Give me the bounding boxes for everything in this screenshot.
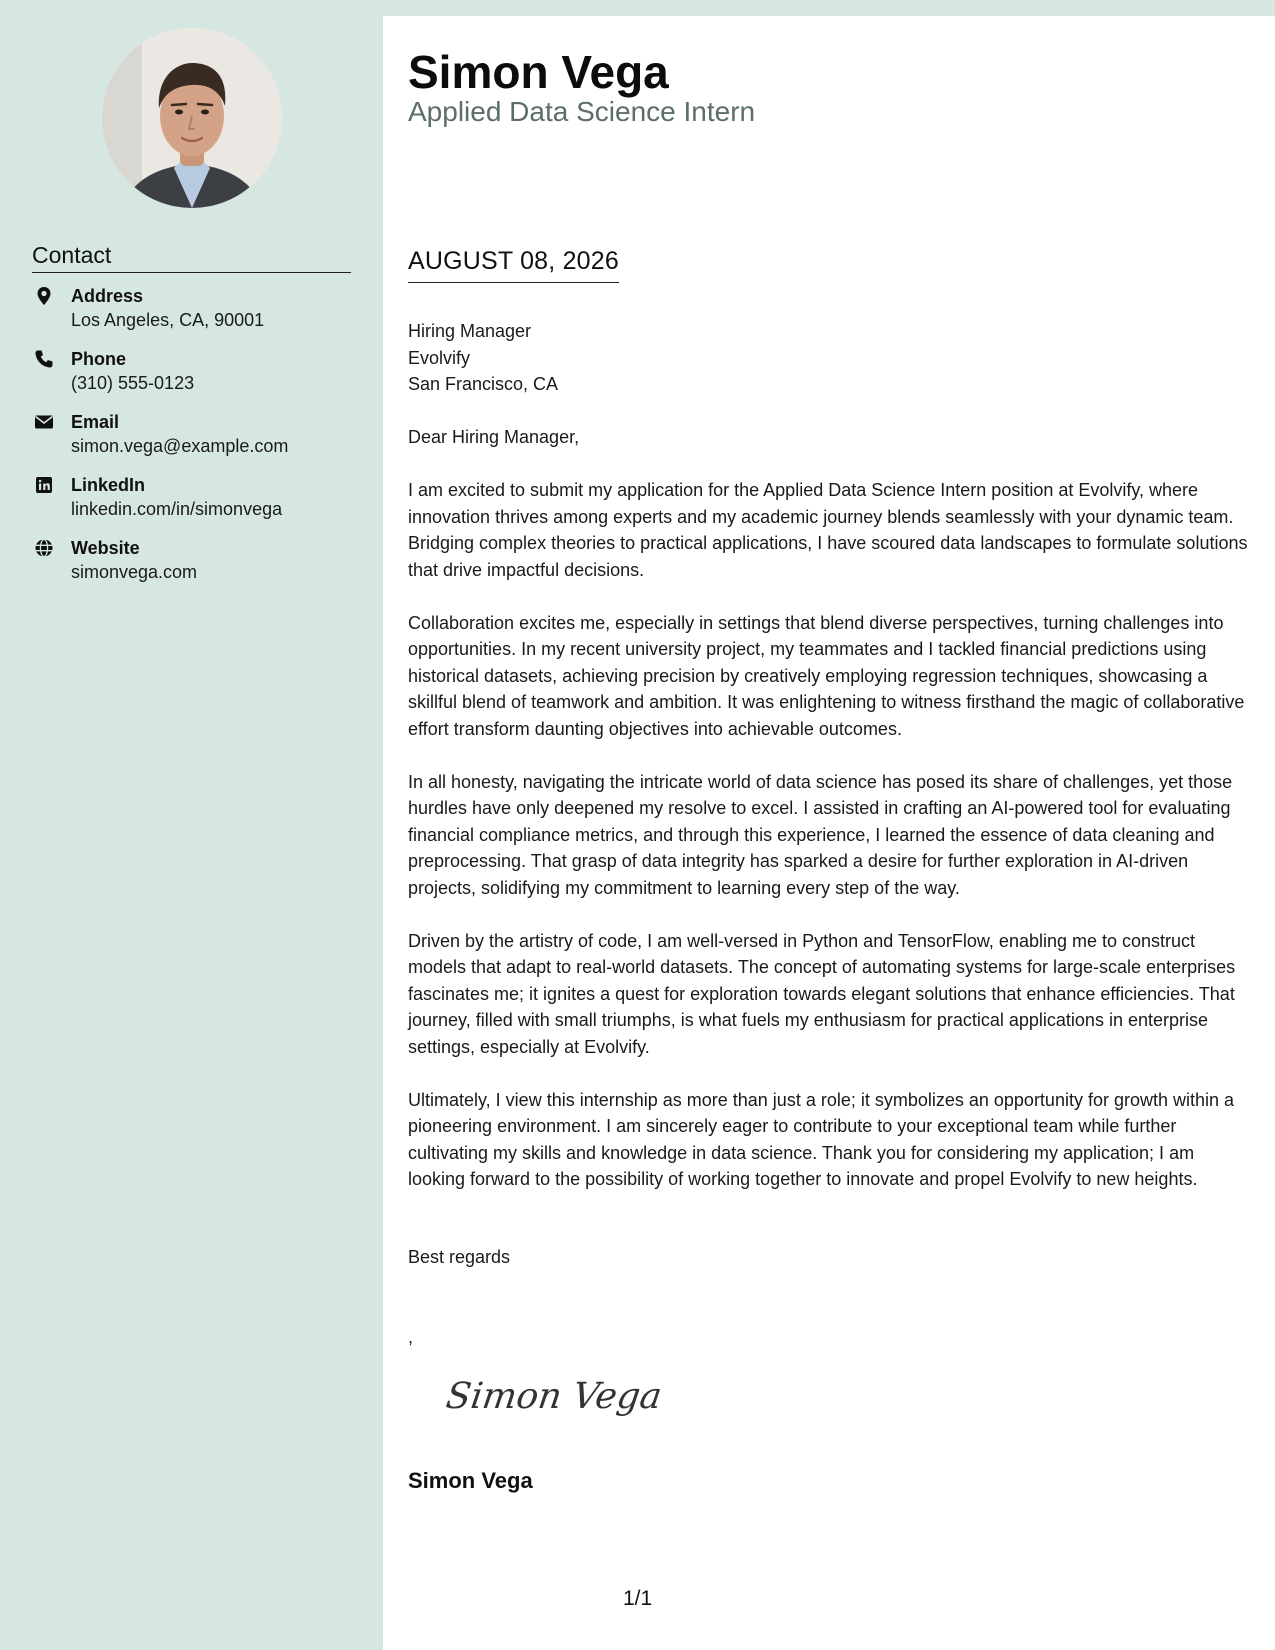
contact-label-linkedin: LinkedIn [71,475,146,495]
contact-item-phone [32,347,362,397]
closing-comma: , [408,1327,414,1347]
recipient-block [408,318,558,398]
salutation: Dear Hiring Manager, [408,427,580,447]
body-paragraph: Collaboration excites me, especially in settings that blend diverse perspectives, turning challenges into opportunities. In my recent university project, my teammates and I tackled financial predictions using historical datasets, achieving precision by creatively employing regression techniques, showcasing a skillful blend of teamwork and ambition. It was enlightening to witness firsthand the magic of collaborative effort transform daunting objectives into achievable outcomes. [408,612,1245,739]
applicant-role: Applied Data Science Intern [408,96,756,127]
contact-heading: Contact [32,240,351,273]
contact-label-website: Website [71,538,140,558]
contact-item-website [32,536,362,586]
letter-page [383,16,1275,1650]
contact-item-address [32,284,362,334]
body-paragraph: I am excited to submit my application for the Applied Data Science Intern position at Evolvify, where innovation thrives among experts and my academic journey blends seamlessly with your dynamic team. Bridging complex theories to practical applications, I have scoured data landscapes to formulate solutions that drive impactful decisions. [408,480,1248,580]
body-paragraph: Driven by the artistry of code, I am well-versed in Python and TensorFlow, enabling me to construct models that adapt to real-world datasets. The concept of automating systems for large-scale enterprises fascinates me; it ignites a quest for exploration towards elegant solutions that enhance efficiencies. That journey, filled with small triumphs, is what fuels my enthusiasm for practical applications in enterprise settings, especially at Evolvify. [408,930,1236,1057]
linkedin-icon [34,475,54,495]
map-pin-icon [34,286,54,306]
signature-text: Simon Vega [445,1374,665,1417]
closing: Best regards [408,1247,511,1267]
avatar-portrait [102,28,282,208]
letter-body [408,424,1248,1219]
contact-label-address: Address [71,286,144,306]
avatar [102,28,282,208]
signed-name: Simon Vega [408,1468,533,1493]
phone-icon [34,349,54,369]
contact-label-phone: Phone [71,349,127,369]
contact-label-email: Email [71,412,120,432]
recipient-line: Hiring Manager [408,321,532,341]
contact-value-phone: (310) 555-0123 [71,373,195,393]
globe-icon [34,538,54,558]
contact-item-email [32,410,362,460]
contact-value-website[interactable]: simonvega.com [71,562,198,582]
recipient-line: San Francisco, CA [408,374,559,394]
signature-image [445,1364,665,1428]
signature [445,1364,665,1428]
recipient-line: Evolvify [408,347,471,368]
contact-value-email[interactable]: simon.vega@example.com [71,436,289,456]
contact-value-address: Los Angeles, CA, 90001 [71,310,265,330]
letter-date: AUGUST 08, 2026 [408,244,619,283]
contact-list [32,284,362,599]
contact-value-linkedin[interactable]: linkedin.com/in/simonvega [71,499,283,519]
sidebar [0,0,383,1650]
body-paragraph: In all honesty, navigating the intricate world of data science has posed its share of challenges, yet those hurdles have only deepened my resolve to excel. I assisted in crafting an AI-powered tool for evaluating financial compliance metrics, and through this experience, I learned the essence of data cleaning and preprocessing. That grasp of data integrity has sparked a desire for further exploration in AI-driven projects, solidifying my commitment to learning every step of the way. [408,771,1233,898]
applicant-name: Simon Vega [408,46,669,98]
page-number: 1/1 [623,1587,653,1610]
body-paragraph: Ultimately, I view this internship as more than just a role; it symbolizes an opportunity for growth within a pioneering environment. I am sincerely eager to contribute to your exceptional team while further cultivating my skills and knowledge in data science. Thank you for considering my application; I am looking forward to the possibility of working together to innovate and propel Evolvify to new heights. [408,1089,1235,1189]
envelope-icon [34,412,54,432]
contact-item-linkedin [32,473,362,523]
